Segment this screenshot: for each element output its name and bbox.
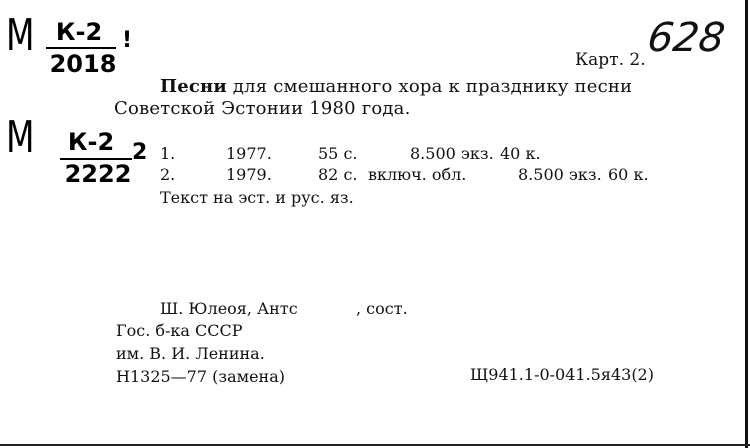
classification-code: Щ941.1-0-041.5я43(2) [470,365,654,384]
edition-copies: 8.500 экз. [410,144,494,163]
edition-price: 40 к. [500,144,541,163]
title-line-2: Советской Эстонии 1980 года. [114,98,411,119]
shelf-mark-top: К-2 [67,128,115,156]
edition-pages: 55 с. [318,144,358,163]
card-right-edge [745,0,748,448]
edition-number: 2. [160,165,176,184]
card-number: 628 [644,15,728,61]
title-line-1 [160,78,632,96]
shelf-mark-bottom: 2018 [49,50,117,78]
language-note: Текст на эст. и рус. яз. [160,188,354,207]
edition-binding: включ. обл. [368,165,467,184]
edition-price: 60 к. [608,165,649,184]
edition-pages: 82 с. [318,165,358,184]
edition-number: 1. [160,144,176,163]
library-line-2: им. В. И. Ленина. [116,344,265,363]
shelf-mark-letter: М [6,112,35,163]
shelf-mark-letter: М [6,10,35,61]
card-label: Карт. 2. [575,50,646,70]
shelf-mark-divider [46,47,116,49]
edition-year: 1977. [226,144,272,163]
shelf-mark-top: К-2 [55,18,103,46]
card-bottom-edge [0,444,750,446]
shelf-mark-note: ! [122,28,133,53]
shelf-mark-note: 2 [132,140,148,165]
title-bold-word: Песни [160,76,227,97]
shelf-mark-2 [4,112,154,192]
library-line-1: Гос. б-ка СССР [116,321,243,340]
compiler-role: , сост. [356,299,408,318]
edition-year: 1979. [226,165,272,184]
edition-copies: 8.500 экз. [518,165,602,184]
shelf-mark-1 [4,10,144,84]
title-line-1-rest: для смешанного хора к празднику песни [226,76,633,97]
shelf-mark-bottom: 2222 [64,160,132,188]
accession-number: Н1325—77 (замена) [116,367,285,386]
compiler-name: Ш. Юлеоя, Антс [160,299,298,318]
